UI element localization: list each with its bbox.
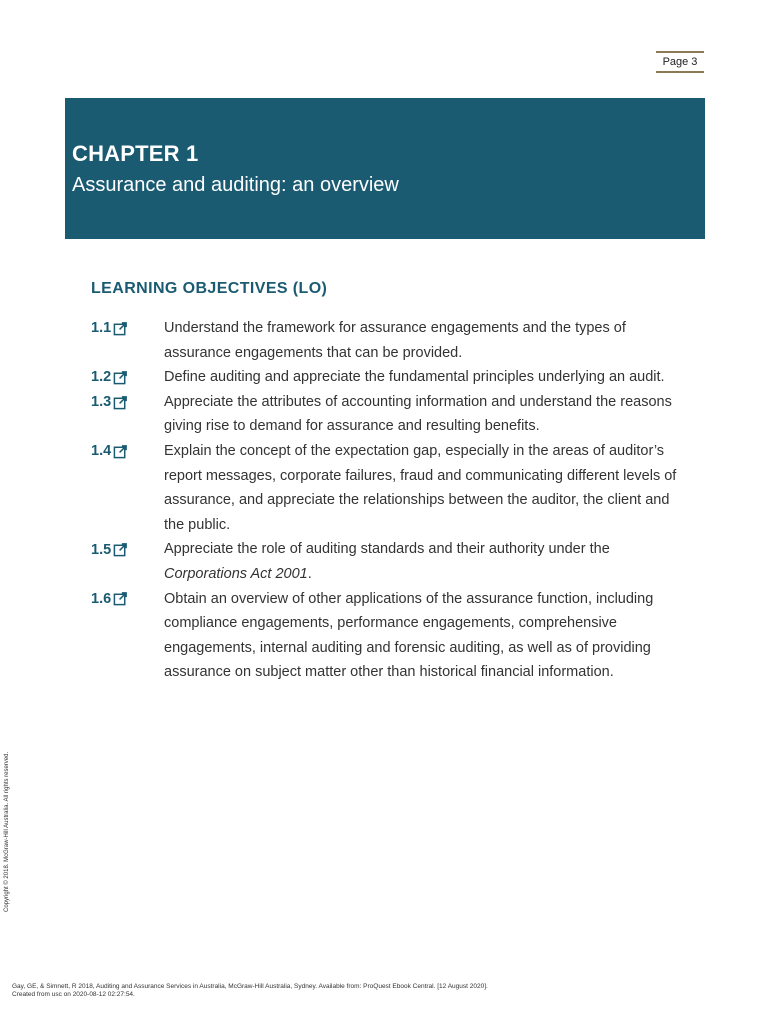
objective-number: 1.3	[91, 394, 112, 411]
copyright-notice: Copyright © 2018. McGraw-Hill Australia. All rights reserved.	[4, 751, 10, 912]
objective-link-1-2[interactable]	[91, 365, 164, 390]
chapter-title: Assurance and auditing: an overview	[72, 174, 399, 196]
objective-1-3	[91, 390, 691, 439]
objective-link-1-3[interactable]	[91, 390, 164, 415]
footer-citation	[12, 983, 488, 999]
external-link-icon[interactable]	[113, 542, 128, 557]
objective-text-part: Appreciate the role of auditing standards and their authority under the	[164, 541, 610, 558]
external-link-icon[interactable]	[113, 395, 128, 410]
objective-number: 1.5	[91, 541, 112, 558]
act-title: Corporations Act 2001	[164, 565, 308, 582]
learning-objectives-list	[91, 316, 691, 685]
objective-number: 1.4	[91, 443, 112, 460]
objective-link-1-5[interactable]	[91, 537, 164, 562]
objective-text: Obtain an overview of other applications of the assurance function, including compliance engagements, performance engagements, comprehensive engagements, internal auditing and forensic auditing, as well as of providing assurance on subject matter other than historical financial information.	[164, 590, 654, 681]
objective-link-1-4[interactable]	[91, 439, 164, 464]
objective-text	[164, 537, 691, 586]
external-link-icon[interactable]	[113, 591, 128, 606]
objective-1-2	[91, 365, 691, 390]
chapter-banner	[65, 98, 705, 239]
objective-1-6	[91, 587, 691, 685]
objective-number: 1.6	[91, 590, 112, 607]
objective-1-1	[91, 316, 691, 365]
objective-number: 1.1	[91, 320, 112, 337]
page-number-badge	[656, 51, 704, 73]
objective-text-part: .	[307, 565, 312, 582]
external-link-icon[interactable]	[113, 444, 128, 459]
objective-text: Explain the concept of the expectation gap, especially in the areas of auditor’s report messages, corporate failures, fraud and communicating different levels of assurance, and appreciate the relationships between the auditor, the client and the public.	[164, 442, 677, 533]
objective-text: Understand the framework for assurance engagements and the types of assurance engagements that can be provided.	[164, 320, 626, 361]
objective-link-1-6[interactable]	[91, 587, 164, 612]
created-timestamp: Created from usc on 2020-08-12 02:27:54.	[12, 991, 135, 998]
objective-text: Appreciate the attributes of accounting information and understand the reasons giving rise to demand for assurance and resulting benefits.	[164, 393, 672, 435]
external-link-icon[interactable]	[113, 321, 128, 336]
objective-1-5	[91, 537, 691, 586]
objective-number: 1.2	[91, 369, 112, 386]
citation-text: Gay, GE, & Simnett, R 2018, Auditing and Assurance Services in Australia, McGraw-Hill Australia, Sydney. Available from: ProQuest Ebook Central. [12 August 2020].	[12, 983, 488, 990]
external-link-icon[interactable]	[113, 370, 128, 385]
chapter-label: CHAPTER 1	[72, 141, 199, 166]
learning-objectives-heading: LEARNING OBJECTIVES (LO)	[91, 280, 328, 297]
objective-link-1-1[interactable]	[91, 316, 164, 341]
objective-1-4	[91, 439, 691, 537]
page-number-label: Page 3	[662, 56, 698, 68]
objective-text: Define auditing and appreciate the fundamental principles underlying an audit.	[164, 369, 665, 386]
